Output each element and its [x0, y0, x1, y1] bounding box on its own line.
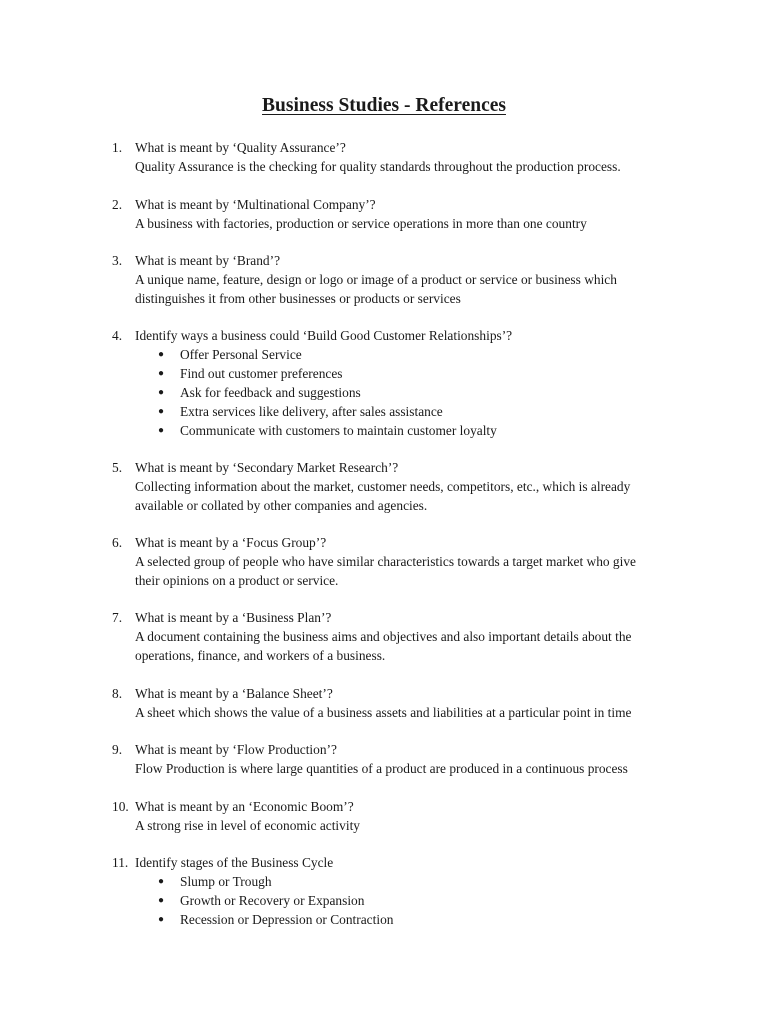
qa-item	[112, 740, 672, 778]
question-text: Identify stages of the Business Cycle	[135, 855, 334, 870]
page-title-text: Business Studies - References	[262, 95, 506, 116]
answer-line: A strong rise in level of economic activity	[135, 818, 360, 833]
answer-text	[135, 270, 672, 308]
answer-text	[135, 759, 672, 778]
item-number: 7.	[112, 610, 123, 625]
item-number: 4.	[112, 328, 123, 343]
bullet-item: ● Ask for feedback and suggestions	[158, 383, 672, 402]
question-text: What is meant by an ‘Economic Boom’?	[135, 799, 354, 814]
bullet-item: ● Recession or Depression or Contraction	[158, 910, 672, 929]
question-text: What is meant by a ‘Balance Sheet’?	[135, 686, 333, 701]
answer-line: A document containing the business aims and objectives and also important details about the	[135, 629, 632, 644]
answer-line: A unique name, feature, design or logo or image of a product or service or business which	[135, 272, 617, 287]
page-title	[0, 94, 768, 118]
item-number: 11.	[112, 855, 129, 870]
answer-text	[135, 552, 672, 590]
qa-item	[112, 138, 672, 176]
qa-item	[112, 797, 672, 835]
question-text: What is meant by ‘Multinational Company’?	[135, 197, 376, 212]
item-number: 10.	[112, 799, 129, 814]
bullet-item: ● Growth or Recovery or Expansion	[158, 891, 672, 910]
bullet-item: ● Find out customer preferences	[158, 364, 672, 383]
answer-line: Collecting information about the market, customer needs, competitors, etc., which is already	[135, 479, 631, 494]
answer-text	[135, 703, 672, 722]
item-number: 5.	[112, 460, 123, 475]
answer-line: Flow Production is where large quantities of a product are produced in a continuous process	[135, 761, 628, 776]
item-number: 8.	[112, 686, 123, 701]
qa-item	[112, 458, 672, 515]
question-text: Identify ways a business could ‘Build Good Customer Relationships’?	[135, 328, 513, 343]
question-text: What is meant by ‘Quality Assurance’?	[135, 140, 346, 155]
item-number: 1.	[112, 140, 123, 155]
qa-item	[112, 533, 672, 590]
qa-item	[112, 251, 672, 308]
bullet-list	[158, 345, 672, 440]
bullet-item: ● Communicate with customers to maintain customer loyalty	[158, 421, 672, 440]
item-number: 2.	[112, 197, 123, 212]
bullet-list	[158, 872, 672, 929]
question-text: What is meant by ‘Secondary Market Research’?	[135, 460, 399, 475]
bullet-item: ● Offer Personal Service	[158, 345, 672, 364]
answer-line: available or collated by other companies and agencies.	[135, 498, 428, 513]
qa-item	[112, 195, 672, 233]
item-number: 3.	[112, 253, 123, 268]
answer-text	[135, 627, 672, 665]
question-text: What is meant by ‘Brand’?	[135, 253, 281, 268]
question-text: What is meant by ‘Flow Production’?	[135, 742, 337, 757]
qa-item	[112, 853, 672, 929]
qa-item	[112, 684, 672, 722]
answer-text	[135, 477, 672, 515]
answer-line: A business with factories, production or service operations in more than one country	[135, 216, 587, 231]
question-text: What is meant by a ‘Focus Group’?	[135, 535, 327, 550]
bullet-item: ● Slump or Trough	[158, 872, 672, 891]
answer-line: operations, finance, and workers of a business.	[135, 648, 386, 663]
answer-text	[135, 214, 672, 233]
answer-text	[135, 157, 672, 176]
answer-line: Quality Assurance is the checking for quality standards throughout the production process.	[135, 159, 621, 174]
bullet-item: ● Extra services like delivery, after sales assistance	[158, 402, 672, 421]
qa-item	[112, 326, 672, 440]
answer-text	[135, 816, 672, 835]
answer-line: distinguishes it from other businesses or products or services	[135, 291, 461, 306]
item-number: 9.	[112, 742, 123, 757]
question-text: What is meant by a ‘Business Plan’?	[135, 610, 332, 625]
answer-line: A selected group of people who have similar characteristics towards a target market who give	[135, 554, 636, 569]
answer-line: their opinions on a product or service.	[135, 573, 339, 588]
qa-item	[112, 608, 672, 665]
item-number: 6.	[112, 535, 123, 550]
answer-line: A sheet which shows the value of a business assets and liabilities at a particular point in time	[135, 705, 632, 720]
